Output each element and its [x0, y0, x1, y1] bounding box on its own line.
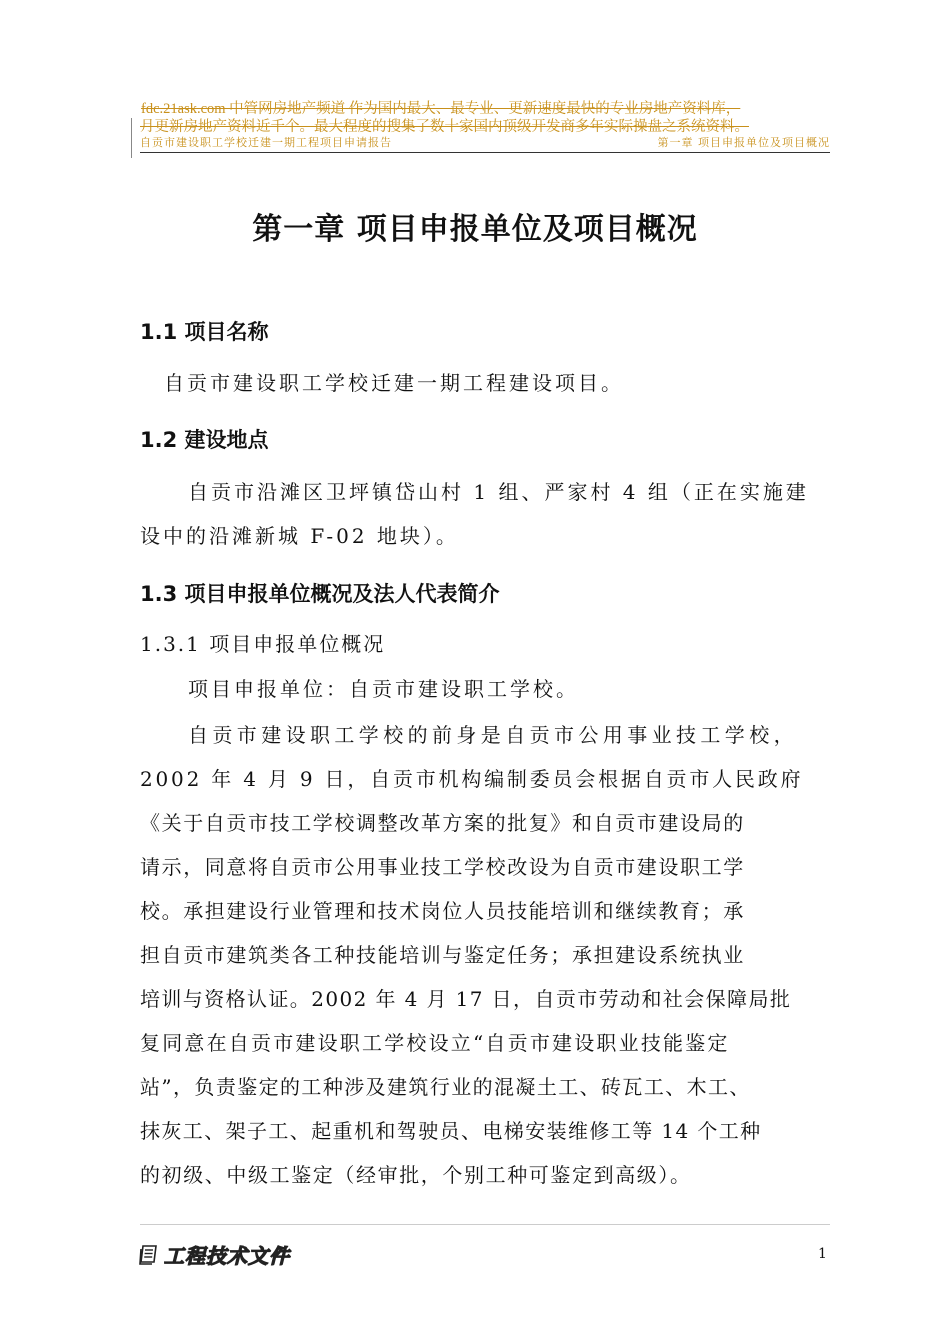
paragraph-line: 担自贡市建筑类各工种技能培训与鉴定任务；承担建设系统执业 — [140, 943, 745, 967]
header-promo-line-2: 月更新房地产资料近千个。最大程度的搜集了数十家国内顶级开发商多年实际操盘之系统资料。 — [140, 119, 749, 135]
paragraph-line: 自贡市建设职工学校迁建一期工程建设项目。 — [164, 371, 624, 395]
subsection-heading-text: 1.3.1 项目申报单位概况 — [140, 632, 386, 656]
running-header-doc-title: 自贡市建设职工学校迁建一期工程项目申请报告 — [140, 136, 392, 149]
section-heading-1-1: 1.1 项目名称 — [140, 320, 269, 344]
paragraph-line: 复同意在自贡市建设职工学校设立“自贡市建设职业技能鉴定 — [140, 1031, 730, 1055]
section-1-1-text — [164, 361, 854, 405]
chapter-title: 第一章 项目申报单位及项目概况 — [252, 212, 698, 247]
paragraph-line: 自贡市建设职工学校的前身是自贡市公用事业技工学校， — [188, 723, 798, 747]
unit-overview-paragraph — [140, 713, 830, 1197]
section-1-2-text — [140, 470, 830, 558]
paragraph-line: 自贡市沿滩区卫坪镇岱山村 1 组、严家村 4 组（正在实施建 — [188, 480, 809, 504]
page-number: 1 — [818, 1246, 827, 1262]
footer-rule — [140, 1224, 830, 1225]
footer-logo — [138, 1240, 290, 1269]
paragraph-line: 设中的沿滩新城 F-02 地块）。 — [140, 524, 459, 548]
paragraph-line: 站”，负责鉴定的工种涉及建筑行业的混凝土工、砖瓦工、木工、 — [140, 1075, 751, 1099]
running-header-chapter: 第一章 项目申报单位及项目概况 — [657, 136, 830, 149]
paragraph-line: 校。承担建设行业管理和技术岗位人员技能培训和继续教育；承 — [140, 899, 745, 923]
paragraph-line: 请示，同意将自贡市公用事业技工学校改设为自贡市建设职工学 — [140, 855, 745, 879]
section-heading-1-2: 1.2 建设地点 — [140, 428, 269, 452]
document-stack-icon — [138, 1244, 158, 1266]
header-promo-line-1[interactable]: fdc.21ask.com 中管网房地产频道 作为国内最大、最专业、更新速度最快的专业房地产资料库， — [141, 101, 741, 117]
paragraph-line: 2002 年 4 月 9 日，自贡市机构编制委员会根据自贡市人民政府 — [140, 767, 804, 791]
footer-logo-text: 工程技术文件 — [164, 1244, 290, 1268]
paragraph-line: 抹灰工、架子工、起重机和驾驶员、电梯安装维修工等 14 个工种 — [140, 1119, 762, 1143]
paragraph-line: 培训与资格认证。2002 年 4 月 17 日，自贡市劳动和社会保障局批 — [140, 987, 792, 1011]
header-margin-mark — [131, 118, 132, 158]
section-heading-1-3: 1.3 项目申报单位概况及法人代表简介 — [140, 582, 500, 606]
applicant-unit-line — [140, 667, 830, 711]
subsection-heading-1-3-1 — [140, 622, 830, 666]
paragraph-line: 《关于自贡市技工学校调整改革方案的批复》和自贡市建设局的 — [140, 811, 745, 835]
running-header — [140, 136, 830, 153]
paragraph-line: 项目申报单位：自贡市建设职工学校。 — [188, 677, 579, 701]
page-header — [140, 100, 830, 153]
paragraph-line: 的初级、中级工鉴定（经审批，个别工种可鉴定到高级）。 — [140, 1163, 692, 1187]
